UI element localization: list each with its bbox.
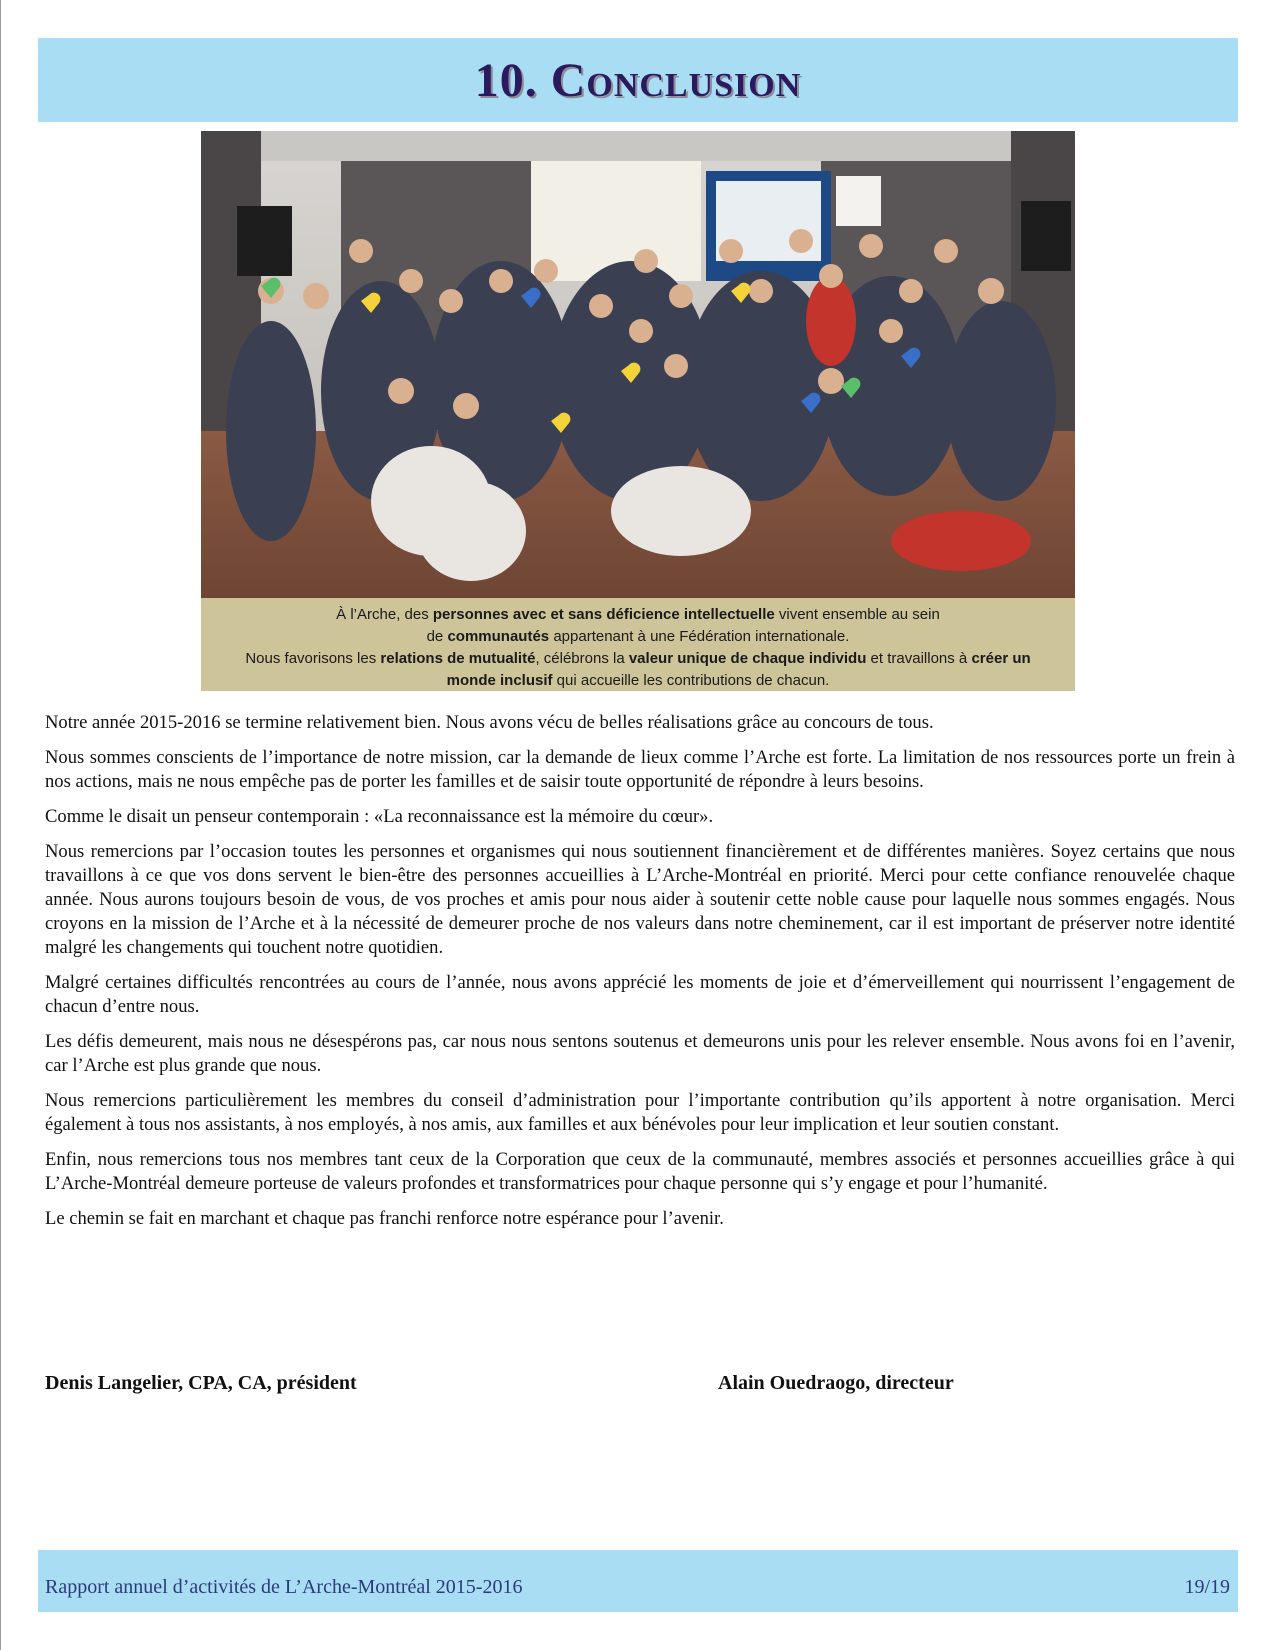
caption-line — [209, 648, 1067, 670]
page-footer — [38, 1550, 1238, 1612]
paragraph: Nous remercions par l’occasion toutes les personnes et organismes qui nous soutiennent financièrement et de différentes manières. Soyez certains que nous travaillons à ce que vos dons servent le bien-être des personnes accueillies à L’Arche-Montréal en priorité. Merci pour cette confiance renouvelée chaque année. Nous aurons toujours besoin de vous, de vos proches et amis pour nous aider à soutenir cette noble cause pour laquelle nous sommes engagés. Nous croyons en la mission de l’Arche et à la nécessité de demeurer proche de nos valeurs dans notre cheminement, car il est important de préserver notre identité malgré les changements qui touchent notre quotidien. — [45, 841, 1235, 958]
page-edge-rule — [0, 0, 1, 1650]
caption-emphasis: relations de mutualité — [380, 650, 536, 667]
caption-text: À l’Arche, des — [336, 606, 433, 623]
caption-text: de — [426, 628, 448, 645]
title-banner — [38, 38, 1238, 122]
paragraph: Nous remercions particulièrement les membres du conseil d’administration pour l’importante contribution qu’ils apportent à notre organisation. Merci également à tous nos assistants, à nos employés, à nos amis, aux familles et aux bénévoles pour leur implication et leur soutien constant. — [45, 1090, 1235, 1135]
caption-text: , célébrons la — [535, 650, 629, 667]
paragraph: Nous sommes conscients de l’importance de notre mission, car la demande de lieux comme l’Arche est forte. La limitation de nos ressources porte un frein à nos actions, mais ne nous empêche pas de porter les familles et de saisir toute opportunité de répondre à leurs besoins. — [45, 747, 1235, 792]
caption-emphasis: communautés — [447, 628, 550, 645]
group-photo-figure — [201, 131, 1075, 691]
photo-caption — [201, 598, 1075, 691]
caption-emphasis: personnes avec et sans déficience intellectuelle — [432, 606, 775, 623]
caption-text: Nous favorisons les — [245, 650, 381, 667]
signature-block — [45, 1372, 1235, 1402]
caption-emphasis: monde inclusif — [446, 672, 553, 689]
footer-report-title: Rapport annuel d’activités de L’Arche-Montréal 2015-2016 — [45, 1576, 523, 1598]
signature-director: Alain Ouedraogo, directeur — [718, 1372, 954, 1394]
paragraph: Notre année 2015-2016 se termine relativement bien. Nous avons vécu de belles réalisations grâce au concours de tous. — [45, 712, 934, 733]
caption-emphasis: créer un — [971, 650, 1031, 667]
paragraph: Comme le disait un penseur contemporain : «La reconnaissance est la mémoire du cœur». — [45, 806, 714, 827]
page-number: 19/19 — [1184, 1576, 1230, 1598]
paragraph: Enfin, nous remercions tous nos membres tant ceux de la Corporation que ceux de la communauté, membres associés et personnes accueillies grâce à qui L’Arche-Montréal demeure porteuse de valeurs profondes et transformatrices pour chaque personne qui s’y engage et pour l’humanité. — [45, 1149, 1235, 1194]
signature-president: Denis Langelier, CPA, CA, président — [45, 1372, 357, 1394]
caption-text: appartenant à une Fédération internationale. — [549, 628, 850, 645]
paragraph: Les défis demeurent, mais nous ne désespérons pas, car nous nous sentons soutenus et demeurons unis pour les relever ensemble. Nous avons foi en l’avenir, car l’Arche est plus grande que nous. — [45, 1031, 1235, 1076]
conclusion-body — [45, 711, 1235, 1242]
page-title: 10. Conclusion — [474, 53, 802, 107]
group-photo — [201, 131, 1075, 598]
caption-text: vivent ensemble au sein — [774, 606, 940, 623]
caption-text: et travaillons à — [866, 650, 972, 667]
caption-text: qui accueille les contributions de chacun. — [552, 672, 830, 689]
caption-line — [209, 670, 1067, 692]
caption-line — [209, 604, 1067, 626]
paragraph: Malgré certaines difficultés rencontrées au cours de l’année, nous avons apprécié les moments de joie et d’émerveillement qui nourrissent l’engagement de chacun d’entre nous. — [45, 972, 1235, 1017]
paragraph: Le chemin se fait en marchant et chaque pas franchi renforce notre espérance pour l’avenir. — [45, 1208, 724, 1229]
caption-emphasis: valeur unique de chaque individu — [628, 650, 867, 667]
caption-line — [209, 626, 1067, 648]
